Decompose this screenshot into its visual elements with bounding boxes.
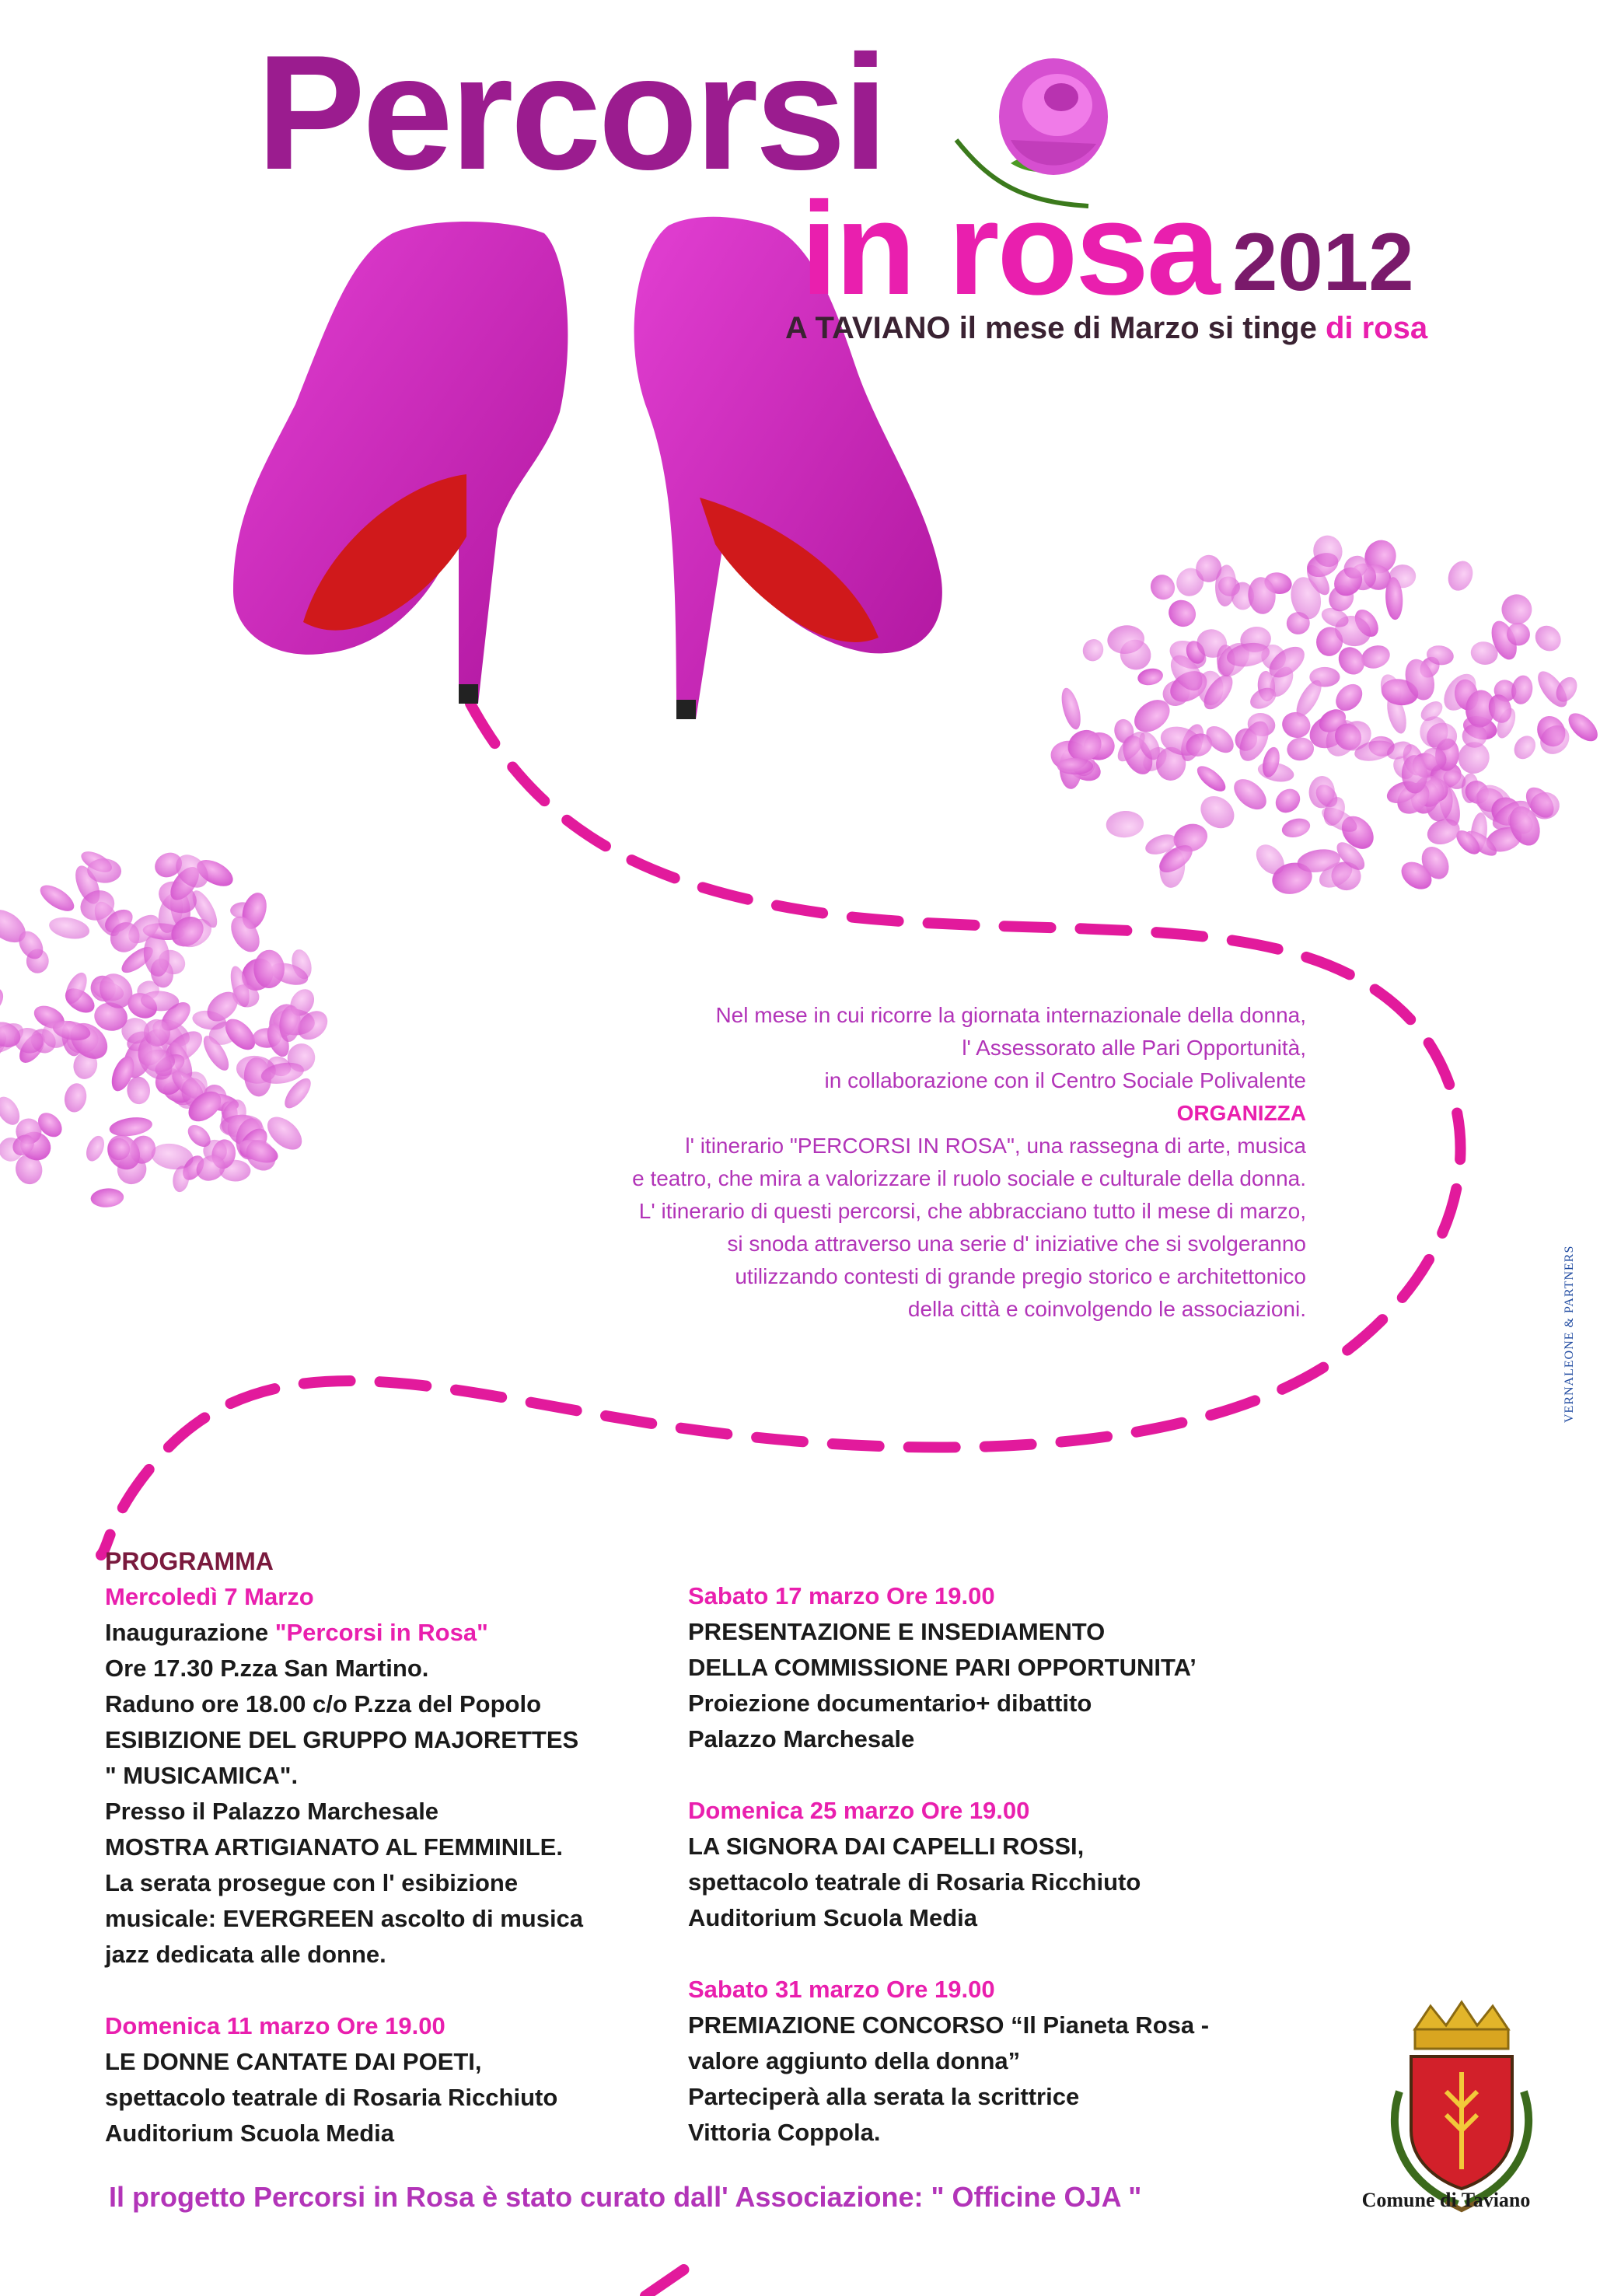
petal	[1136, 666, 1164, 687]
coat-of-arms-icon	[1395, 2002, 1528, 2210]
event-line: Proiezione documentario+ dibattito	[688, 1690, 1092, 1717]
event-line: Auditorium Scuola Media	[105, 2120, 395, 2147]
petal	[1058, 686, 1085, 731]
intro-line: l' Assessorato alle Pari Opportunità,	[962, 1036, 1306, 1060]
tagline-highlight: di rosa	[1325, 311, 1428, 345]
event-date: Sabato 31 marzo Ore 19.00	[688, 1976, 995, 2003]
event-inauguration-label: Inaugurazione	[105, 1619, 275, 1646]
program-heading: PROGRAMMA	[105, 1547, 274, 1575]
event-line: ESIBIZIONE DEL GRUPPO MAJORETTES	[105, 1726, 579, 1753]
petal	[1279, 708, 1314, 741]
petal	[1280, 816, 1312, 840]
petal	[1106, 809, 1145, 838]
title-line2: in rosa	[801, 175, 1218, 323]
event-line: MOSTRA ARTIGIANATO AL FEMMINILE.	[105, 1833, 563, 1861]
tagline	[785, 311, 1427, 346]
event-line: LA SIGNORA DAI CAPELLI ROSSI,	[688, 1833, 1085, 1860]
petal	[90, 1187, 124, 1208]
event-line: Ore 17.30 P.zza San Martino.	[105, 1655, 429, 1682]
petal	[1509, 673, 1535, 705]
petal	[1163, 595, 1201, 632]
petal	[1080, 636, 1106, 664]
event-line: PREMIAZIONE CONCORSO “Il Pianeta Rosa -	[688, 2011, 1210, 2039]
petal	[1444, 557, 1477, 595]
petal	[36, 880, 78, 916]
intro-paragraph	[513, 999, 1306, 1326]
event-line	[105, 1615, 583, 1651]
event-line: Raduno ore 18.00 c/o P.zza del Popolo	[105, 1690, 542, 1718]
event-inauguration-title: "Percorsi in Rosa"	[274, 1619, 488, 1646]
program-right-column	[688, 1578, 1209, 2151]
event-line: valore aggiunto della donna”	[688, 2047, 1021, 2074]
intro-line: Nel mese in cui ricorre la giornata internazionale della donna,	[715, 1003, 1306, 1027]
event-line: spettacolo teatrale di Rosaria Ricchiuto	[688, 1868, 1141, 1896]
event-line: LE DONNE CANTATE DAI POETI,	[105, 2048, 482, 2075]
event-line: Parteciperà alla serata la scrittrice	[688, 2083, 1080, 2110]
petal	[1057, 758, 1093, 774]
event-line: Vittoria Coppola.	[688, 2119, 881, 2146]
petal	[47, 914, 92, 942]
program-left-column	[105, 1543, 583, 2151]
intro-line: l' itinerario "PERCORSI IN ROSA", una rassegna di arte, musica	[685, 1134, 1306, 1158]
event-line: spettacolo teatrale di Rosaria Ricchiuto	[105, 2084, 558, 2111]
event-line: Presso il Palazzo Marchesale	[105, 1798, 439, 1825]
petal	[1563, 708, 1602, 746]
petal	[1530, 620, 1566, 656]
event-line: La serata prosegue con l' esibizione	[105, 1869, 519, 1896]
intro-line: in collaborazione con il Centro Sociale Polivalente	[824, 1068, 1306, 1092]
petal	[1146, 570, 1179, 604]
event-line: Palazzo Marchesale	[688, 1725, 915, 1753]
intro-line-organizza: ORGANIZZA	[1176, 1101, 1306, 1125]
title-year: 2012	[1232, 217, 1414, 308]
agency-credit: VERNALEONE & PARTNERS	[1563, 1245, 1576, 1423]
event-line: jazz dedicata alle donne.	[105, 1941, 386, 1968]
high-heel-shoe-icon	[233, 222, 568, 704]
petal	[82, 1133, 107, 1164]
petal	[1193, 762, 1230, 796]
dashed-path-end	[645, 2259, 700, 2296]
footer-credit: Il progetto Percorsi in Rosa è stato curato dall' Associazione: " Officine OJA "	[109, 2181, 1142, 2213]
event-date: Domenica 25 marzo Ore 19.00	[688, 1797, 1030, 1824]
petal	[1228, 773, 1272, 815]
tagline-text: A TAVIANO il mese di Marzo si tinge	[785, 311, 1317, 345]
petal	[0, 981, 9, 1023]
rose-petals-icon	[1050, 533, 1603, 898]
event-line: " MUSICAMICA".	[105, 1762, 299, 1789]
event-date: Domenica 11 marzo Ore 19.00	[105, 2012, 445, 2039]
petal	[62, 1082, 89, 1115]
event-date: Sabato 17 marzo Ore 19.00	[688, 1582, 995, 1609]
event-line: musicale: EVERGREEN ascolto di musica	[105, 1905, 584, 1932]
intro-line: L' itinerario di questi percorsi, che abbracciano tutto il mese di marzo,	[638, 1199, 1306, 1223]
rose-petals-icon	[0, 847, 334, 1209]
petal	[1510, 732, 1540, 763]
intro-line: si snoda attraverso una serie d' iniziative che si svolgeranno	[727, 1232, 1306, 1256]
intro-line: e teatro, che mira a valorizzare il ruolo sociale e culturale della donna.	[632, 1166, 1306, 1190]
comune-label: Comune di Taviano	[1361, 2189, 1531, 2211]
petal	[108, 1115, 153, 1139]
title-line1: Percorsi	[257, 21, 886, 204]
event-date: Mercoledì 7 Marzo	[105, 1583, 314, 1610]
event-line: PRESENTAZIONE E INSEDIAMENTO	[688, 1618, 1106, 1645]
intro-line: della città e coinvolgendo le associazioni.	[907, 1297, 1306, 1321]
petal	[1271, 784, 1305, 817]
event-line: DELLA COMMISSIONE PARI OPPORTUNITA’	[688, 1654, 1197, 1681]
event-line: Auditorium Scuola Media	[688, 1904, 978, 1931]
intro-line: utilizzando contesti di grande pregio storico e architettonico	[735, 1264, 1306, 1288]
